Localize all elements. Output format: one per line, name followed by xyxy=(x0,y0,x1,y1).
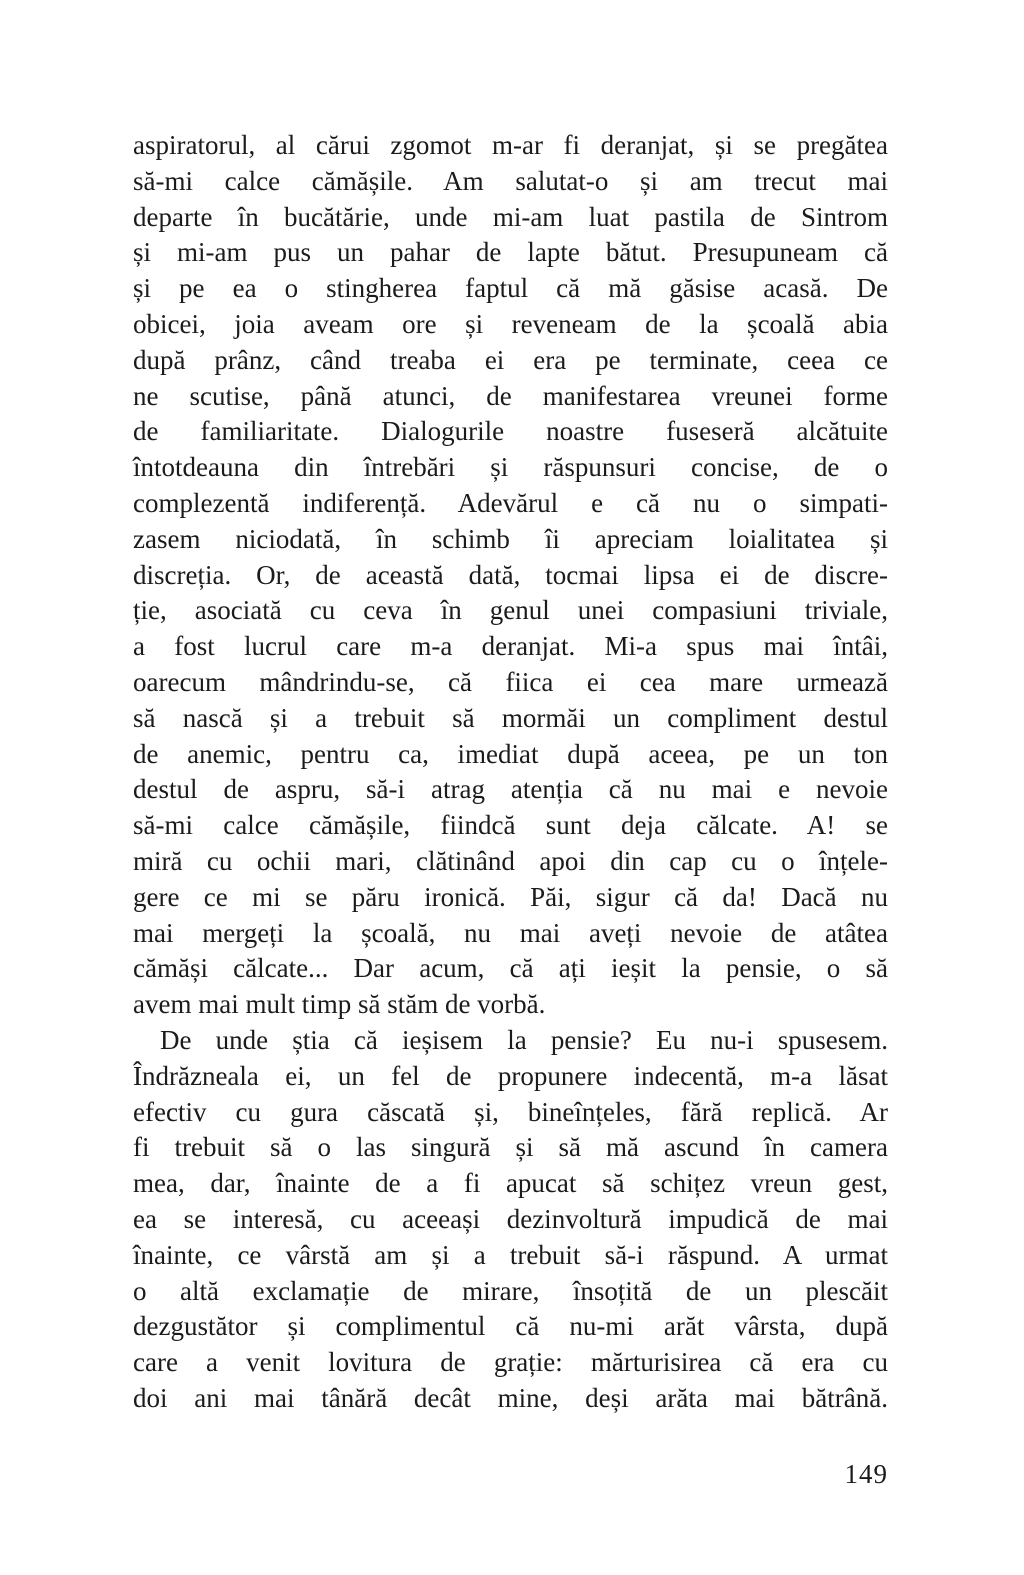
text-line: și pe ea o stingherea faptul că mă găsise acasă. De xyxy=(133,273,888,304)
body-text-block xyxy=(133,128,888,1417)
text-line: să nască și a trebuit să mormăi un compliment destul xyxy=(133,702,888,733)
text-line: a fost lucrul care m-a deranjat. Mi-a spus mai întâi, xyxy=(133,631,888,662)
text-line: efectiv cu gura căscată și, bineînțeles, fără replică. Ar xyxy=(133,1096,888,1127)
text-line: fi trebuit să o las singură și să mă ascund în camera xyxy=(133,1132,888,1163)
text-line: ne scutise, până atunci, de manifestarea vreunei forme xyxy=(133,380,888,411)
text-line: de anemic, pentru ca, imediat după aceea, pe un ton xyxy=(133,738,888,769)
text-line: să-mi calce cămășile, fiindcă sunt deja călcate. A! se xyxy=(133,810,888,841)
text-line: înainte, ce vârstă am și a trebuit să-i răspund. A urmat xyxy=(133,1239,888,1270)
text-line: Îndrăzneala ei, un fel de propunere indecentă, m-a lăsat xyxy=(133,1060,888,1091)
text-line: o altă exclamație de mirare, însoțită de un plescăit xyxy=(133,1275,888,1306)
paragraph-1 xyxy=(133,128,888,1023)
text-line: întotdeauna din întrebări și răspunsuri concise, de o xyxy=(133,452,888,483)
text-line: destul de aspru, să-i atrag atenția că nu mai e nevoie xyxy=(133,774,888,805)
text-line: obicei, joia aveam ore și reveneam de la școală abia xyxy=(133,308,888,339)
text-line: zasem niciodată, în schimb îi apreciam loialitatea și xyxy=(133,523,888,554)
text-line: complezentă indiferență. Adevărul e că nu o simpati- xyxy=(133,487,888,518)
text-line: care a venit lovitura de grație: mărturisirea că era cu xyxy=(133,1347,888,1378)
text-line: să-mi calce cămășile. Am salutat-o și am trecut mai xyxy=(133,165,888,196)
text-line: cămăși călcate... Dar acum, că ați ieșit la pensie, o să xyxy=(133,953,888,984)
text-line: oarecum mândrindu-se, că fiica ei cea mare urmează xyxy=(133,666,888,697)
text-line: De unde știa că ieșisem la pensie? Eu nu-i spusesem. xyxy=(160,1024,888,1055)
text-line: dezgustător și complimentul că nu-mi arăt vârsta, după xyxy=(133,1311,888,1342)
text-line: doi ani mai tânără decât mine, deși arăta mai bătrână. xyxy=(133,1382,888,1413)
text-line: avem mai mult timp să stăm de vorbă. xyxy=(133,989,546,1020)
text-line: miră cu ochii mari, clătinând apoi din cap cu o înțele- xyxy=(133,845,888,876)
text-line: de familiaritate. Dialogurile noastre fuseseră alcătuite xyxy=(133,416,888,447)
text-line: discreția. Or, de această dată, tocmai lipsa ei de discre- xyxy=(133,559,888,590)
text-line: și mi-am pus un pahar de lapte bătut. Presupuneam că xyxy=(133,237,888,268)
text-line: mai mergeți la școală, nu mai aveți nevoie de atâtea xyxy=(133,917,888,948)
text-line: departe în bucătărie, unde mi-am luat pastila de Sintrom xyxy=(133,201,888,232)
text-line: ție, asociată cu ceva în genul unei compasiuni triviale, xyxy=(133,595,888,626)
page-number: 149 xyxy=(844,1459,888,1489)
text-line: ea se interesă, cu aceeași dezinvoltură impudică de mai xyxy=(133,1203,888,1234)
text-line: după prânz, când treaba ei era pe terminate, ceea ce xyxy=(133,344,888,375)
text-line: mea, dar, înainte de a fi apucat să schițez vreun gest, xyxy=(133,1168,888,1199)
text-line: gere ce mi se păru ironică. Păi, sigur că da! Dacă nu xyxy=(133,881,888,912)
text-line: aspiratorul, al cărui zgomot m-ar fi deranjat, și se pregătea xyxy=(133,130,888,160)
paragraph-2 xyxy=(133,1023,888,1417)
